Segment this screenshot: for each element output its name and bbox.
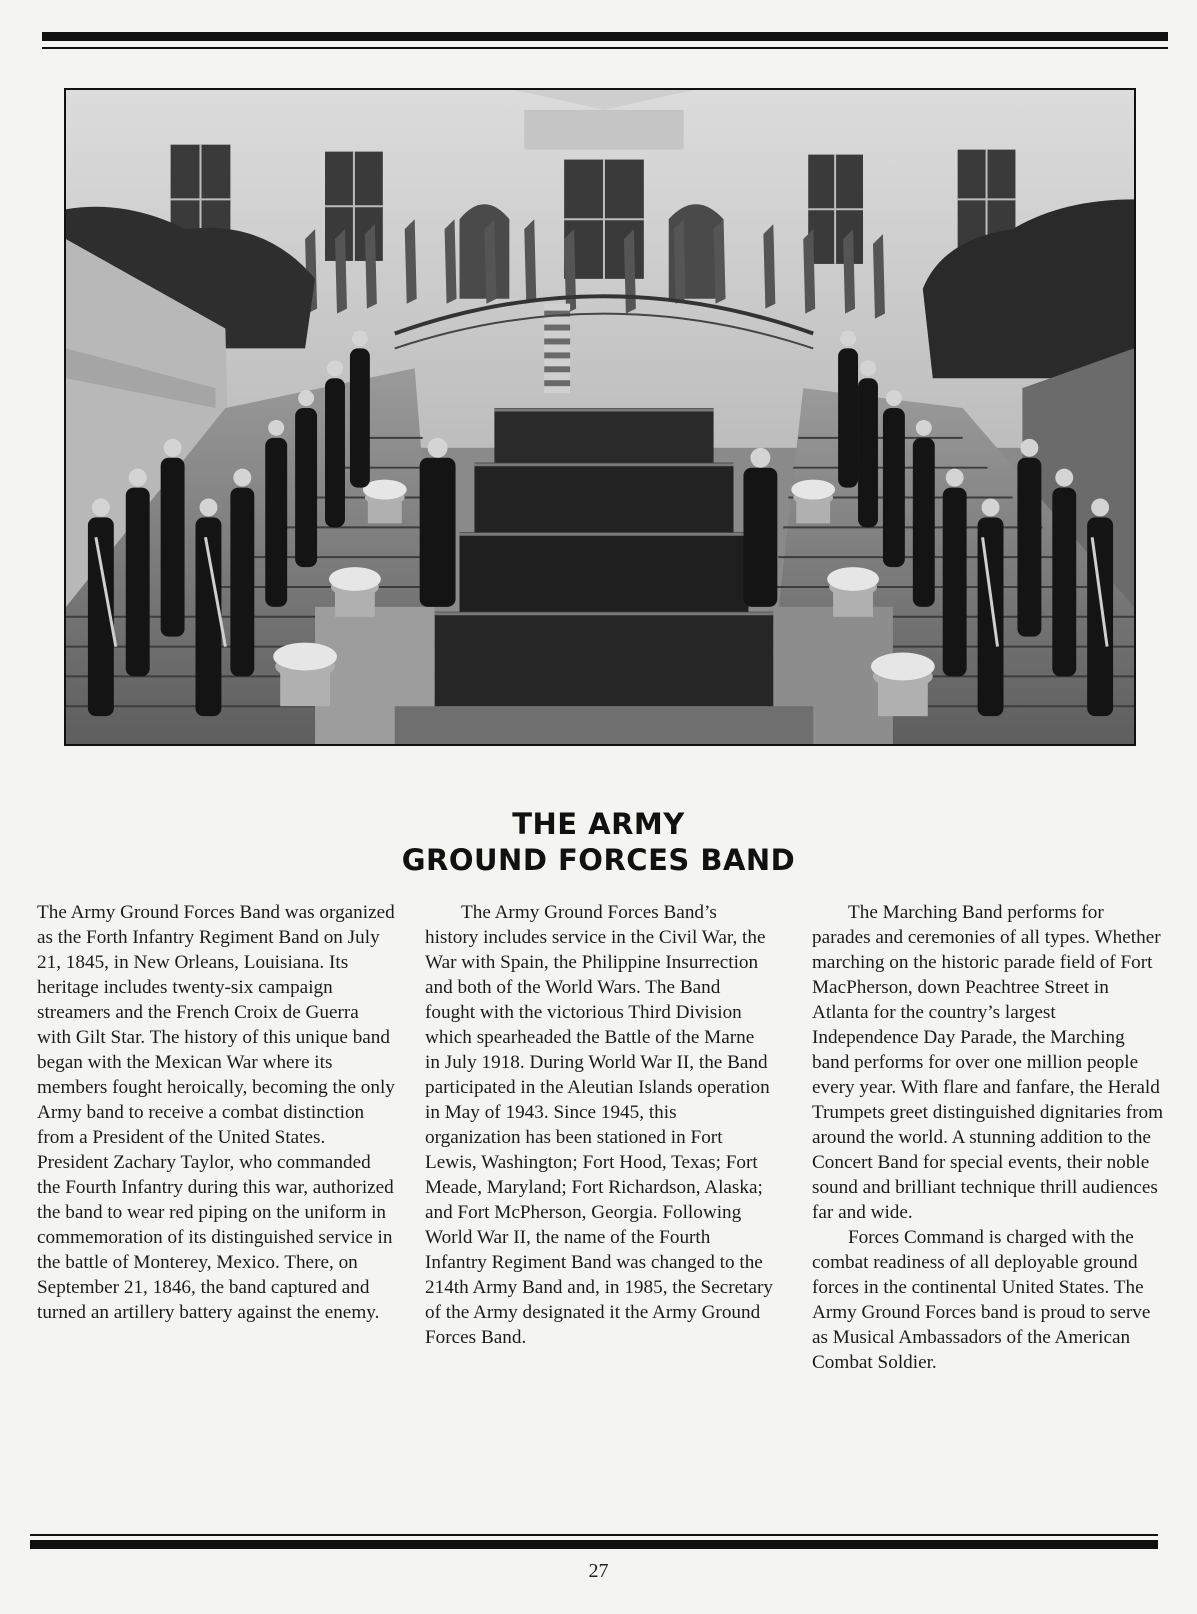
bottom-rule-thin [30, 1534, 1158, 1536]
article-headline [0, 806, 1197, 878]
top-rule-thick [42, 32, 1168, 41]
band-photograph [64, 88, 1136, 746]
headline-line-2: GROUND FORCES BAND [401, 843, 796, 877]
article-column-2 [425, 900, 773, 1350]
column-3-paragraph-1: The Marching Band performs for parades and ceremonies of all types. Whether marching on the historic parade field of Fort MacPherson, down Peachtree Street in Atlanta for the country’s largest Independence Day Parade, the Marching band performs for over one million people every year. With flare and fanfare, the Herald Trumpets greet distinguished dignitaries from around the world. A stunning addition to the Concert Band for special events, their noble sound and brilliant technique thrill audiences far and wide. [812, 902, 1164, 1223]
column-2-paragraph-1: The Army Ground Forces Band’s history includes service in the Civil War, the War with Spain, the Philippine Insurrection and both of the World Wars. The Band fought with the victorious Third Division which spearheaded the Battle of the Marne in July 1918. During World War II, the Band participated in the Aleutian Islands operation in May of 1943. Since 1945, this organization has been stationed in Fort Lewis, Washington; Fort Hood, Texas; Fort Meade, Maryland; Fort Richardson, Alaska; and Fort McPherson, Georgia. Following World War II, the name of the Fourth Infantry Regiment Band was changed to the 214th Army Band and, in 1985, the Secretary of the Army designated it the Army Ground Forces Band. [425, 902, 773, 1348]
page-number: 27 [588, 1560, 609, 1582]
column-1-paragraph-1: The Army Ground Forces Band was organized as the Forth Infantry Regiment Band on July 21, 1845, in New Orleans, Louisiana. Its heritage includes twenty-six campaign streamers and the French Croix de Guerra with Gilt Star. The history of this unique band began with the Mexican War where its members fought heroically, becoming the only Army band to receive a combat distinction from a President of the United States. President Zachary Taylor, who commanded the Fourth Infantry during this war, authorized the band to wear red piping on the uniform in commemoration of its distinguished service in the battle of Monterey, Mexico. There, on September 21, 1846, the band captured and turned an artillery battery against the enemy. [37, 902, 395, 1323]
article-column-1 [37, 900, 395, 1325]
bottom-rule-thick [30, 1540, 1158, 1549]
band-photograph-illustration [66, 90, 1134, 744]
column-3-paragraph-2: Forces Command is charged with the combat readiness of all deployable ground forces in the continental United States. The Army Ground Forces band is proud to serve as Musical Ambassadors of the American Combat Soldier. [812, 1227, 1151, 1373]
top-rule-thin [42, 47, 1168, 49]
headline-line-1: THE ARMY [512, 807, 685, 841]
article-column-3 [812, 900, 1164, 1375]
